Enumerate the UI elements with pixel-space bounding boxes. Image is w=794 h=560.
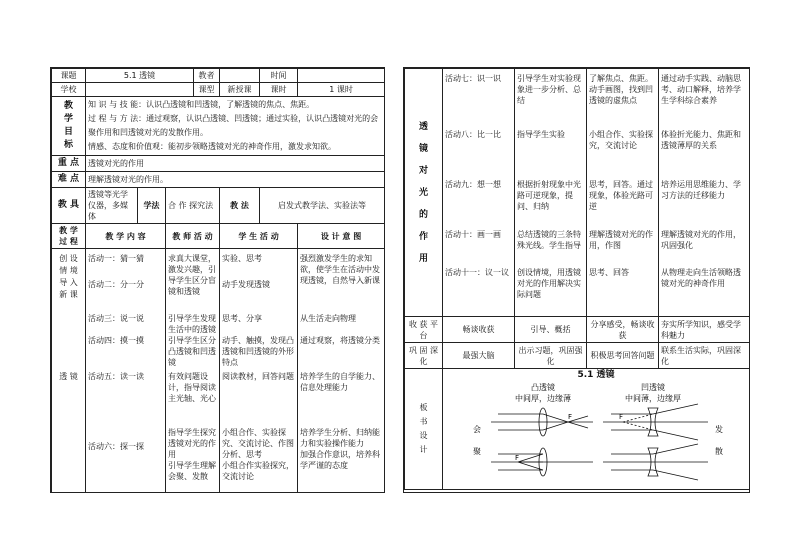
activity-5-teacher: 有效问题设计，指导阅读主光轴、光心 <box>168 372 216 403</box>
concave-lens-desc: 中间薄，边缘厚 <box>625 394 681 403</box>
activity-7-student: 了解焦点、焦距。动手画图，找到凹透镜的虚焦点 <box>589 74 653 105</box>
converge-char-2: 聚 <box>473 447 481 456</box>
activity-7-teacher: 引导学生对实验现象进一步分析、总结 <box>517 74 581 105</box>
activity-8-student: 小组合作、实验探究，交流讨论 <box>589 130 653 150</box>
lesson-type-value: 新授课 <box>220 83 260 97</box>
activity-1-student: 实验、思考 <box>222 254 263 263</box>
label-school: 学校 <box>52 83 86 97</box>
tools-label: 教 具 <box>52 188 86 224</box>
activity-2-student: 动手发现透镜 <box>222 280 271 289</box>
harvest-intent: 夯实所学知识，感受学科魅力 <box>659 317 750 343</box>
lesson-plan-right-page <box>403 67 750 493</box>
goal-knowledge: 知 识 与 技 能：认识凸透镜和凹透镜，了解透镜的焦点、焦距。 <box>88 100 315 109</box>
activity-7-content: 活动七：识一识 <box>445 74 501 83</box>
process-sections <box>52 249 86 494</box>
consolidate-row <box>405 343 750 369</box>
board-design-row <box>405 369 750 490</box>
study-method-label: 学法 <box>138 188 166 224</box>
harvest-label: 收 获 平 台 <box>405 317 443 343</box>
study-method-text: 合 作 探究法 <box>166 188 220 224</box>
teacher-value <box>220 69 260 83</box>
activity-5-content: 活动五：读一读 <box>88 372 144 381</box>
intent-column <box>298 249 385 494</box>
tools-row <box>52 188 385 224</box>
activity-2-content: 活动二：分一分 <box>88 280 144 289</box>
title-row <box>52 69 385 83</box>
convex-lens-name: 凸透镜 <box>531 383 555 392</box>
concave-focus-label: F <box>619 413 624 421</box>
right-content-column <box>443 69 515 317</box>
activity-8-teacher: 指导学生实验 <box>517 130 565 139</box>
activity-6-teacher: 指导学生探究透镜对光的作用 引导学生理解会聚、发散 <box>168 428 216 481</box>
activity-10-content: 活动十：画一画 <box>445 230 501 239</box>
activity-4-intent: 通过观察，将透镜分类 <box>300 336 381 345</box>
activity-11-intent: 从物理走向生活领略透镜对光的神奇作用 <box>661 268 741 288</box>
right-teacher-column <box>515 69 587 317</box>
tools-text: 透镜等光学仪器，多媒体 <box>86 188 138 224</box>
key-point-row <box>52 156 385 172</box>
right-student-column <box>587 69 659 317</box>
convex-focus-label: F <box>568 413 573 421</box>
activity-5-intent: 培养学生的自学能力、信息处理能力 <box>300 372 381 392</box>
period-value: 1 课时 <box>298 83 385 97</box>
school-row <box>52 83 385 97</box>
difficulty-label: 难 点 <box>52 172 86 188</box>
activity-10-teacher: 总结透镜的三条特殊光线。学生指导 <box>517 230 581 250</box>
board-design-label: 板 书 设 计 <box>405 369 443 490</box>
difficulty-text: 理解透镜对光的作用。 <box>86 172 385 188</box>
teacher-column <box>166 249 220 494</box>
header-student-activity: 学 生 活 动 <box>220 224 298 249</box>
activity-3-intent: 从生活走向物理 <box>300 314 357 323</box>
section-intro: 创 设 情 境 导 入 新 课 <box>59 254 78 299</box>
activity-10-intent: 理解透镜对光的作用，巩固强化 <box>661 230 741 250</box>
lesson-plan-table-left <box>51 68 385 493</box>
harvest-student: 分享感受，畅谈收获 <box>587 317 659 343</box>
convex-lens-desc: 中间厚，边缘薄 <box>515 394 571 403</box>
teaching-method-label: 教 法 <box>220 188 260 224</box>
consolidate-student: 积极思考回答问题 <box>587 343 659 369</box>
diverge-char-2: 散 <box>715 447 723 456</box>
convex-lens-diagram <box>491 408 593 476</box>
process-header-row <box>52 224 385 249</box>
label-lesson-type: 课型 <box>194 83 220 97</box>
concave-lens-name: 凹透镜 <box>641 383 665 392</box>
difficulty-row <box>52 172 385 188</box>
goals-text <box>86 97 385 156</box>
activity-3-teacher: 引导学生发现生活中的透镜 <box>168 314 216 334</box>
goals-label: 教 学 目 标 <box>52 97 86 156</box>
content-column <box>86 249 166 494</box>
teaching-method-text: 启发式教学法、实验法等 <box>260 188 385 224</box>
lesson-plan-table-right <box>404 68 750 490</box>
activity-9-intent: 培养运用思维能力、学习方法的迁移能力 <box>661 180 741 200</box>
activity-3-student: 思考、分享 <box>222 314 263 323</box>
consolidate-label: 巩 固 深 化 <box>405 343 443 369</box>
activity-6-intent: 培养学生分析、归纳能力和实验操作能力 加强合作意识，培养科学严谨的态度 <box>300 428 381 470</box>
label-topic: 课题 <box>52 69 86 83</box>
board-title: 5.1 透镜 <box>577 370 615 380</box>
activity-11-content: 活动十一：议一议 <box>445 268 509 277</box>
activity-4-teacher: 引导学生区分凸透镜和凹透镜 <box>168 336 216 367</box>
activity-1-teacher: 求真大课堂，激发兴趣，引导学生区分盲镜和透镜 <box>168 254 216 296</box>
key-point-text: 透镜对光的作用 <box>86 156 385 172</box>
lesson-plan-left-page <box>50 67 385 493</box>
activity-9-teacher: 根据折射现象中光路可逆现象，提问、归纳 <box>517 180 581 211</box>
consolidate-content: 最强大脑 <box>443 343 515 369</box>
label-teacher: 教者 <box>194 69 220 83</box>
consolidate-intent: 联系生活实际，巩固深化 <box>659 343 750 369</box>
key-point-label: 重 点 <box>52 156 86 172</box>
harvest-teacher: 引导、概括 <box>515 317 587 343</box>
activity-8-intent: 体验折光能力、焦距和透镜薄厚的关系 <box>661 130 741 150</box>
goal-attitude: 情感、态度和价值观：能初步领略透镜对光的神奇作用，激发求知欲。 <box>88 142 336 151</box>
activity-11-student: 思考、回答 <box>589 268 629 277</box>
lens-diagram <box>443 382 748 486</box>
activity-3-content: 活动三：说一说 <box>88 314 144 323</box>
label-time: 时间 <box>260 69 298 83</box>
right-intent-column <box>659 69 750 317</box>
activity-9-student: 思考，回答。通过现象，体验光路可逆 <box>589 180 653 211</box>
student-column <box>220 249 298 494</box>
label-period: 课时 <box>260 83 298 97</box>
goals-row <box>52 97 385 156</box>
activity-6-student: 小组合作、实验探究、交流讨论、作图 分析、思考 小组合作实验探究，交流讨论 <box>222 428 295 481</box>
converge-char-1: 会 <box>473 425 481 434</box>
activity-5-student: 阅读教材，回答问题 <box>222 372 295 381</box>
board-design-area <box>443 369 750 490</box>
header-teacher-activity: 教 师 活 动 <box>166 224 220 249</box>
time-value <box>298 69 385 83</box>
convex-focus-label-2: F <box>515 454 520 462</box>
activity-4-content: 活动四：摸一摸 <box>88 336 144 345</box>
activity-9-content: 活动九：想一想 <box>445 180 501 189</box>
activity-8-content: 活动八：比一比 <box>445 130 501 139</box>
school-value <box>86 83 194 97</box>
consolidate-teacher: 出示习题，巩固强化 <box>515 343 587 369</box>
activity-7-intent: 通过动手实践、动脑思考、动口解释，培养学生学科综合素养 <box>661 74 741 105</box>
lens-action-label: 透 镜 对 光 的 作 用 <box>405 69 443 317</box>
activity-4-student: 动手、触摸，发现凸透镜和凹透镜的外形特点 <box>222 336 295 367</box>
harvest-row <box>405 317 750 343</box>
harvest-content: 畅谈收获 <box>443 317 515 343</box>
goal-process: 过 程 与 方 法：通过观察，认识凸透镜、凹透镜；通过实验，认识凸透镜对光的会聚作用和凹透镜对光的发散作用。 <box>88 114 379 137</box>
activity-10-student: 理解透镜对光的作用，作图 <box>589 230 653 250</box>
activity-1-content: 活动一：猜一猜 <box>88 254 144 263</box>
section-lens: 透 镜 <box>59 372 78 381</box>
diverge-char-1: 发 <box>715 425 723 434</box>
header-content: 教 学 内 容 <box>86 224 166 249</box>
process-body-row <box>52 249 385 494</box>
activities-row <box>405 69 750 317</box>
activity-1-intent: 强烈激发学生的求知欲，使学生在活动中发现透镜，自然导入新课 <box>300 254 381 285</box>
topic-value: 5.1 透镜 <box>86 69 194 83</box>
header-design-intent: 设 计 意 图 <box>298 224 385 249</box>
header-process: 教 学 过 程 <box>52 224 86 249</box>
activity-6-content: 活动六：探一探 <box>88 442 144 451</box>
activity-11-teacher: 创设情境，用透镜对光的作用解决实际问题 <box>517 268 581 299</box>
